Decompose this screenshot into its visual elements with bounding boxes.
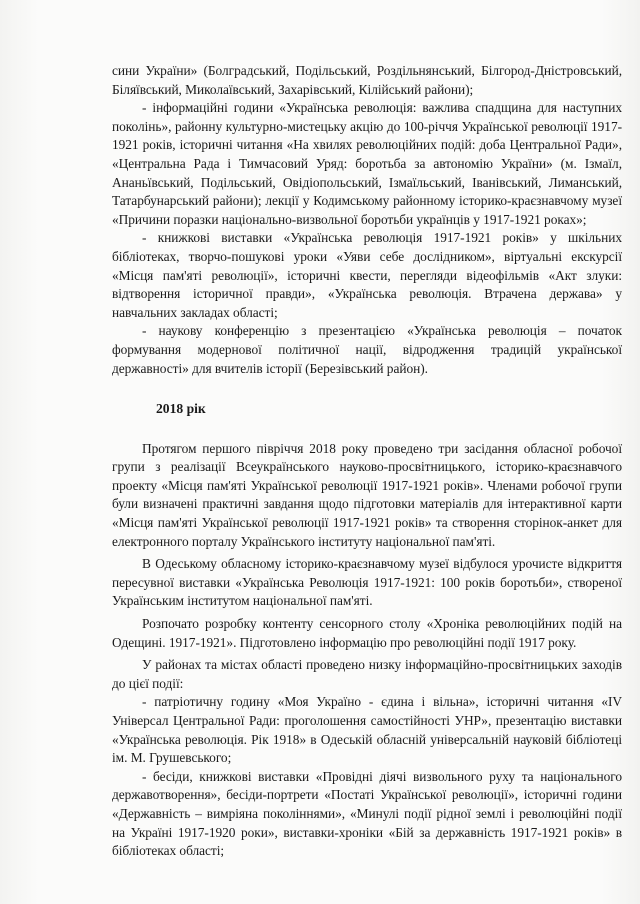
paragraph-book-exhibitions: - книжкові виставки «Українська революція 1917-1921 років» у шкільних бібліотеках, творчо-пошукові уроки «Уяви себе дослідником», віртуальні екскурсії «Місця пам'яті революції», історичні квести, перегляди відеофільмів «Акт злуки: відтворення історичної правди», «Українська революція. Втрачена держава» у навчальних закладах області; <box>112 230 622 320</box>
paragraph-library-events: - бесіди, книжкові виставки «Провідні діячі визвольного руху та національного державотворення», бесіди-портрети «Постаті Української революції», історичні години «Державність – вимріяна поколіннями», «Минулі події рідної землі і революційні події на Україні 1917-1920 роки», виставки-хроніки «Бій за державність 1917-1921 років» в бібліотеках області; <box>112 768 622 859</box>
paragraph-working-group: Протягом першого півріччя 2018 року проведено три засідання обласної робочої групи з реалізації Всеукраїнського науково-просвітницького, історико-краєзнавчого проекту «Місця пам'яті Української революції 1917-1921 років». Членами робочої групи були визначені практичні завдання щодо підготовки матеріалів для інтерактивної карти «Місця пам'яті Української революції 1917-1921 років» та створення сторінок-анкет для електронного порталу Українського інституту національної пам'яті. <box>112 440 622 549</box>
paragraph-conference: - наукову конференцію з презентацією «Українська революція – початок формування модернової політичної нації, відродження традицій української державності» для вчителів історії (Березівський район). <box>112 323 622 376</box>
paragraph-districts-continued: сини України» (Болградський, Подільський, Роздільнянський, Білгород-Дністровський, Біляївський, Миколаївський, Захарівський, Кілійський райони); <box>112 63 622 97</box>
paragraph-museum-exhibition: В Одеському обласному історико-краєзнавчому музеї відбулося урочисте відкриття пересувної виставки «Українська Революція 1917-1921: 100 років боротьби», створеної Українським інститутом національної пам'яті. <box>112 556 622 609</box>
paragraph-info-hours: - інформаційні години «Українська революція: важлива спадщина для наступних поколінь», районну культурно-мистецьку акцію до 100-річчя Української революції 1917-1921 років, історичні читання «На хвилях революційних подій: доба Центральної Ради», «Центральна Рада і Тимчасовий Уряд: боротьба за автономію України» (м. Ізмаїл, Ананьївський, Подільський, Овідіопольський, Ізмаїльський, Іванівський, Лиманський, Татарбунарський райони); лекції у Кодимському районному історико-краєзнавчому музеї «Причини поразки національно-визвольної боротьби українців у 1917-1921 роках»; <box>112 100 622 227</box>
paragraph-patriotic-hour: - патріотичну годину «Моя Україно - єдина і вільна», історичні читання «IV Універсал Центральної Ради: проголошення самостійності УНР», презентацію виставки «Українська революція. Рік 1918» в Одеській обласній універсальній науковій бібліотеці ім. М. Грушевського; <box>112 694 622 766</box>
section-heading-2018: 2018 рік <box>156 401 206 417</box>
paragraph-sensor-table: Розпочато розробку контенту сенсорного столу «Хроніка революційних подій на Одещині. 1917-1921». Підготовлено інформацію про революційні події 1917 року. <box>112 616 622 650</box>
paragraph-events-intro: У районах та містах області проведено низку інформаційно-просвітницьких заходів до цієї події: <box>112 657 622 691</box>
